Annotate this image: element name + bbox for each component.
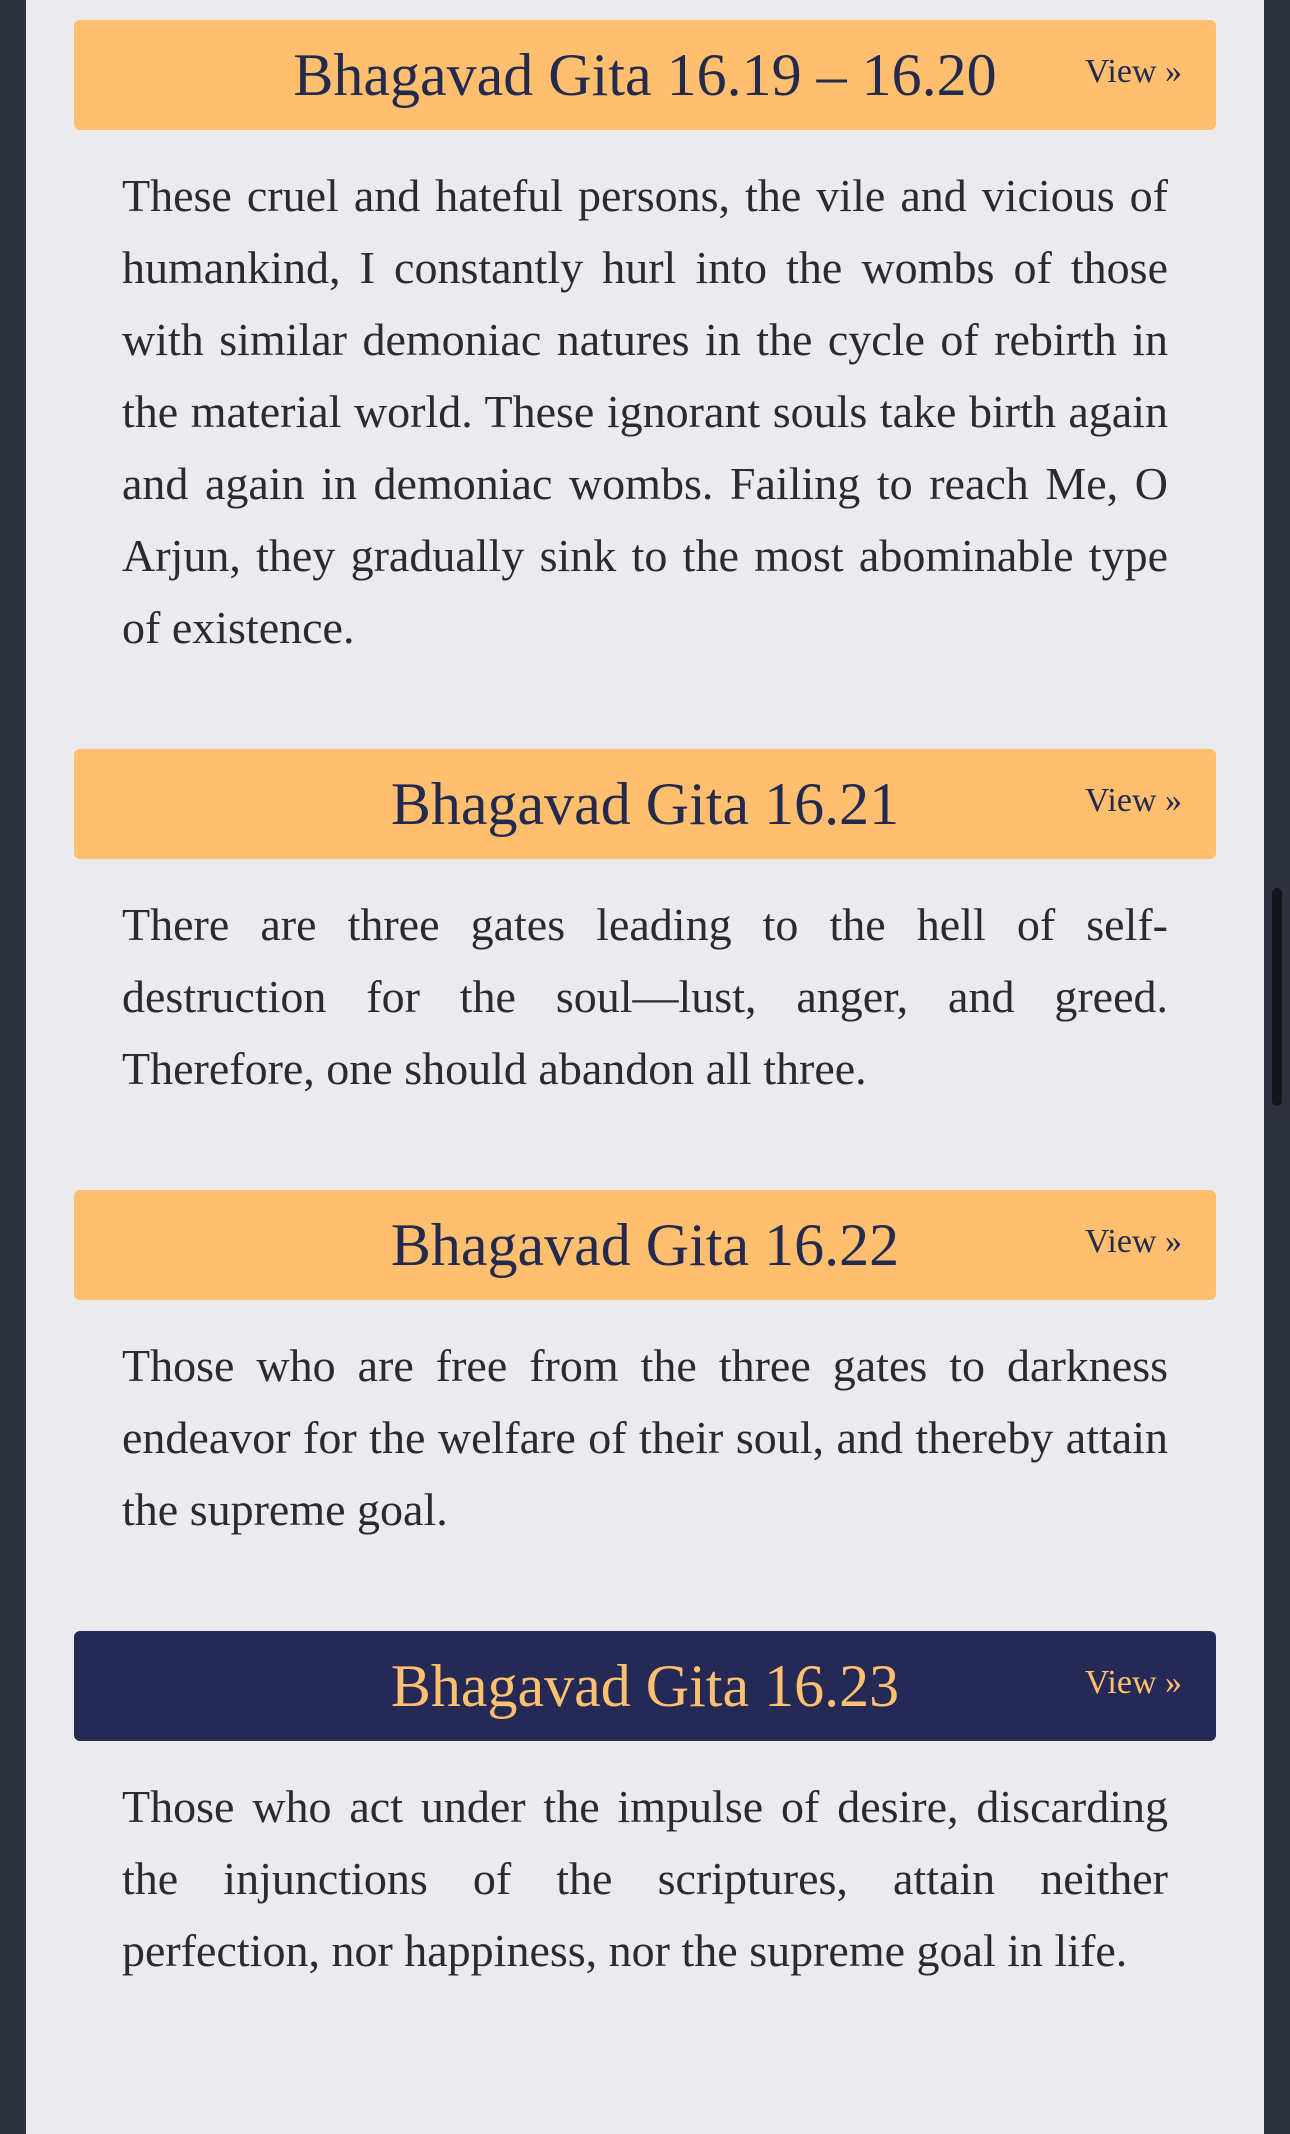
- scrollbar-thumb[interactable]: [1272, 888, 1282, 1106]
- verse-translation: These cruel and hateful persons, the vile and vicious of humankind, I constantly hurl into the wombs of those with similar demoniac natures in the cycle of rebirth in the material world. These ignorant souls take birth again and again in demoniac wombs. Failing to reach Me, O Arjun, they gradually sink to the most abominable type of existence.: [122, 170, 1168, 653]
- verse-translation: Those who are free from the three gates to darkness endeavor for the welfare of their soul, and thereby attain the supreme goal.: [122, 1340, 1168, 1535]
- verse-translation: Those who act under the impulse of desire, discarding the injunctions of the scriptures, attain neither perfection, nor happiness, nor the supreme goal in life.: [122, 1781, 1168, 1976]
- verse-translation: There are three gates leading to the hell of self-destruction for the soul—lust, anger, and greed. Therefore, one should abandon all three.: [122, 899, 1168, 1094]
- verse-list-page: [26, 0, 1264, 2134]
- verse-header-16-19[interactable]: [74, 20, 1216, 130]
- verse-title: Bhagavad Gita 16.21: [390, 771, 900, 837]
- verse-header-16-22[interactable]: [74, 1190, 1216, 1300]
- verse-title: Bhagavad Gita 16.23: [390, 1653, 900, 1719]
- verse-header-16-21[interactable]: [74, 749, 1216, 859]
- verse-header-16-23[interactable]: [74, 1631, 1216, 1741]
- view-link[interactable]: View »: [1084, 782, 1182, 819]
- verse-title: Bhagavad Gita 16.22: [390, 1212, 900, 1278]
- view-link[interactable]: View »: [1084, 1664, 1182, 1701]
- view-link[interactable]: View »: [1084, 53, 1182, 90]
- view-link[interactable]: View »: [1084, 1223, 1182, 1260]
- verse-title: Bhagavad Gita 16.19 – 16.20: [293, 42, 997, 108]
